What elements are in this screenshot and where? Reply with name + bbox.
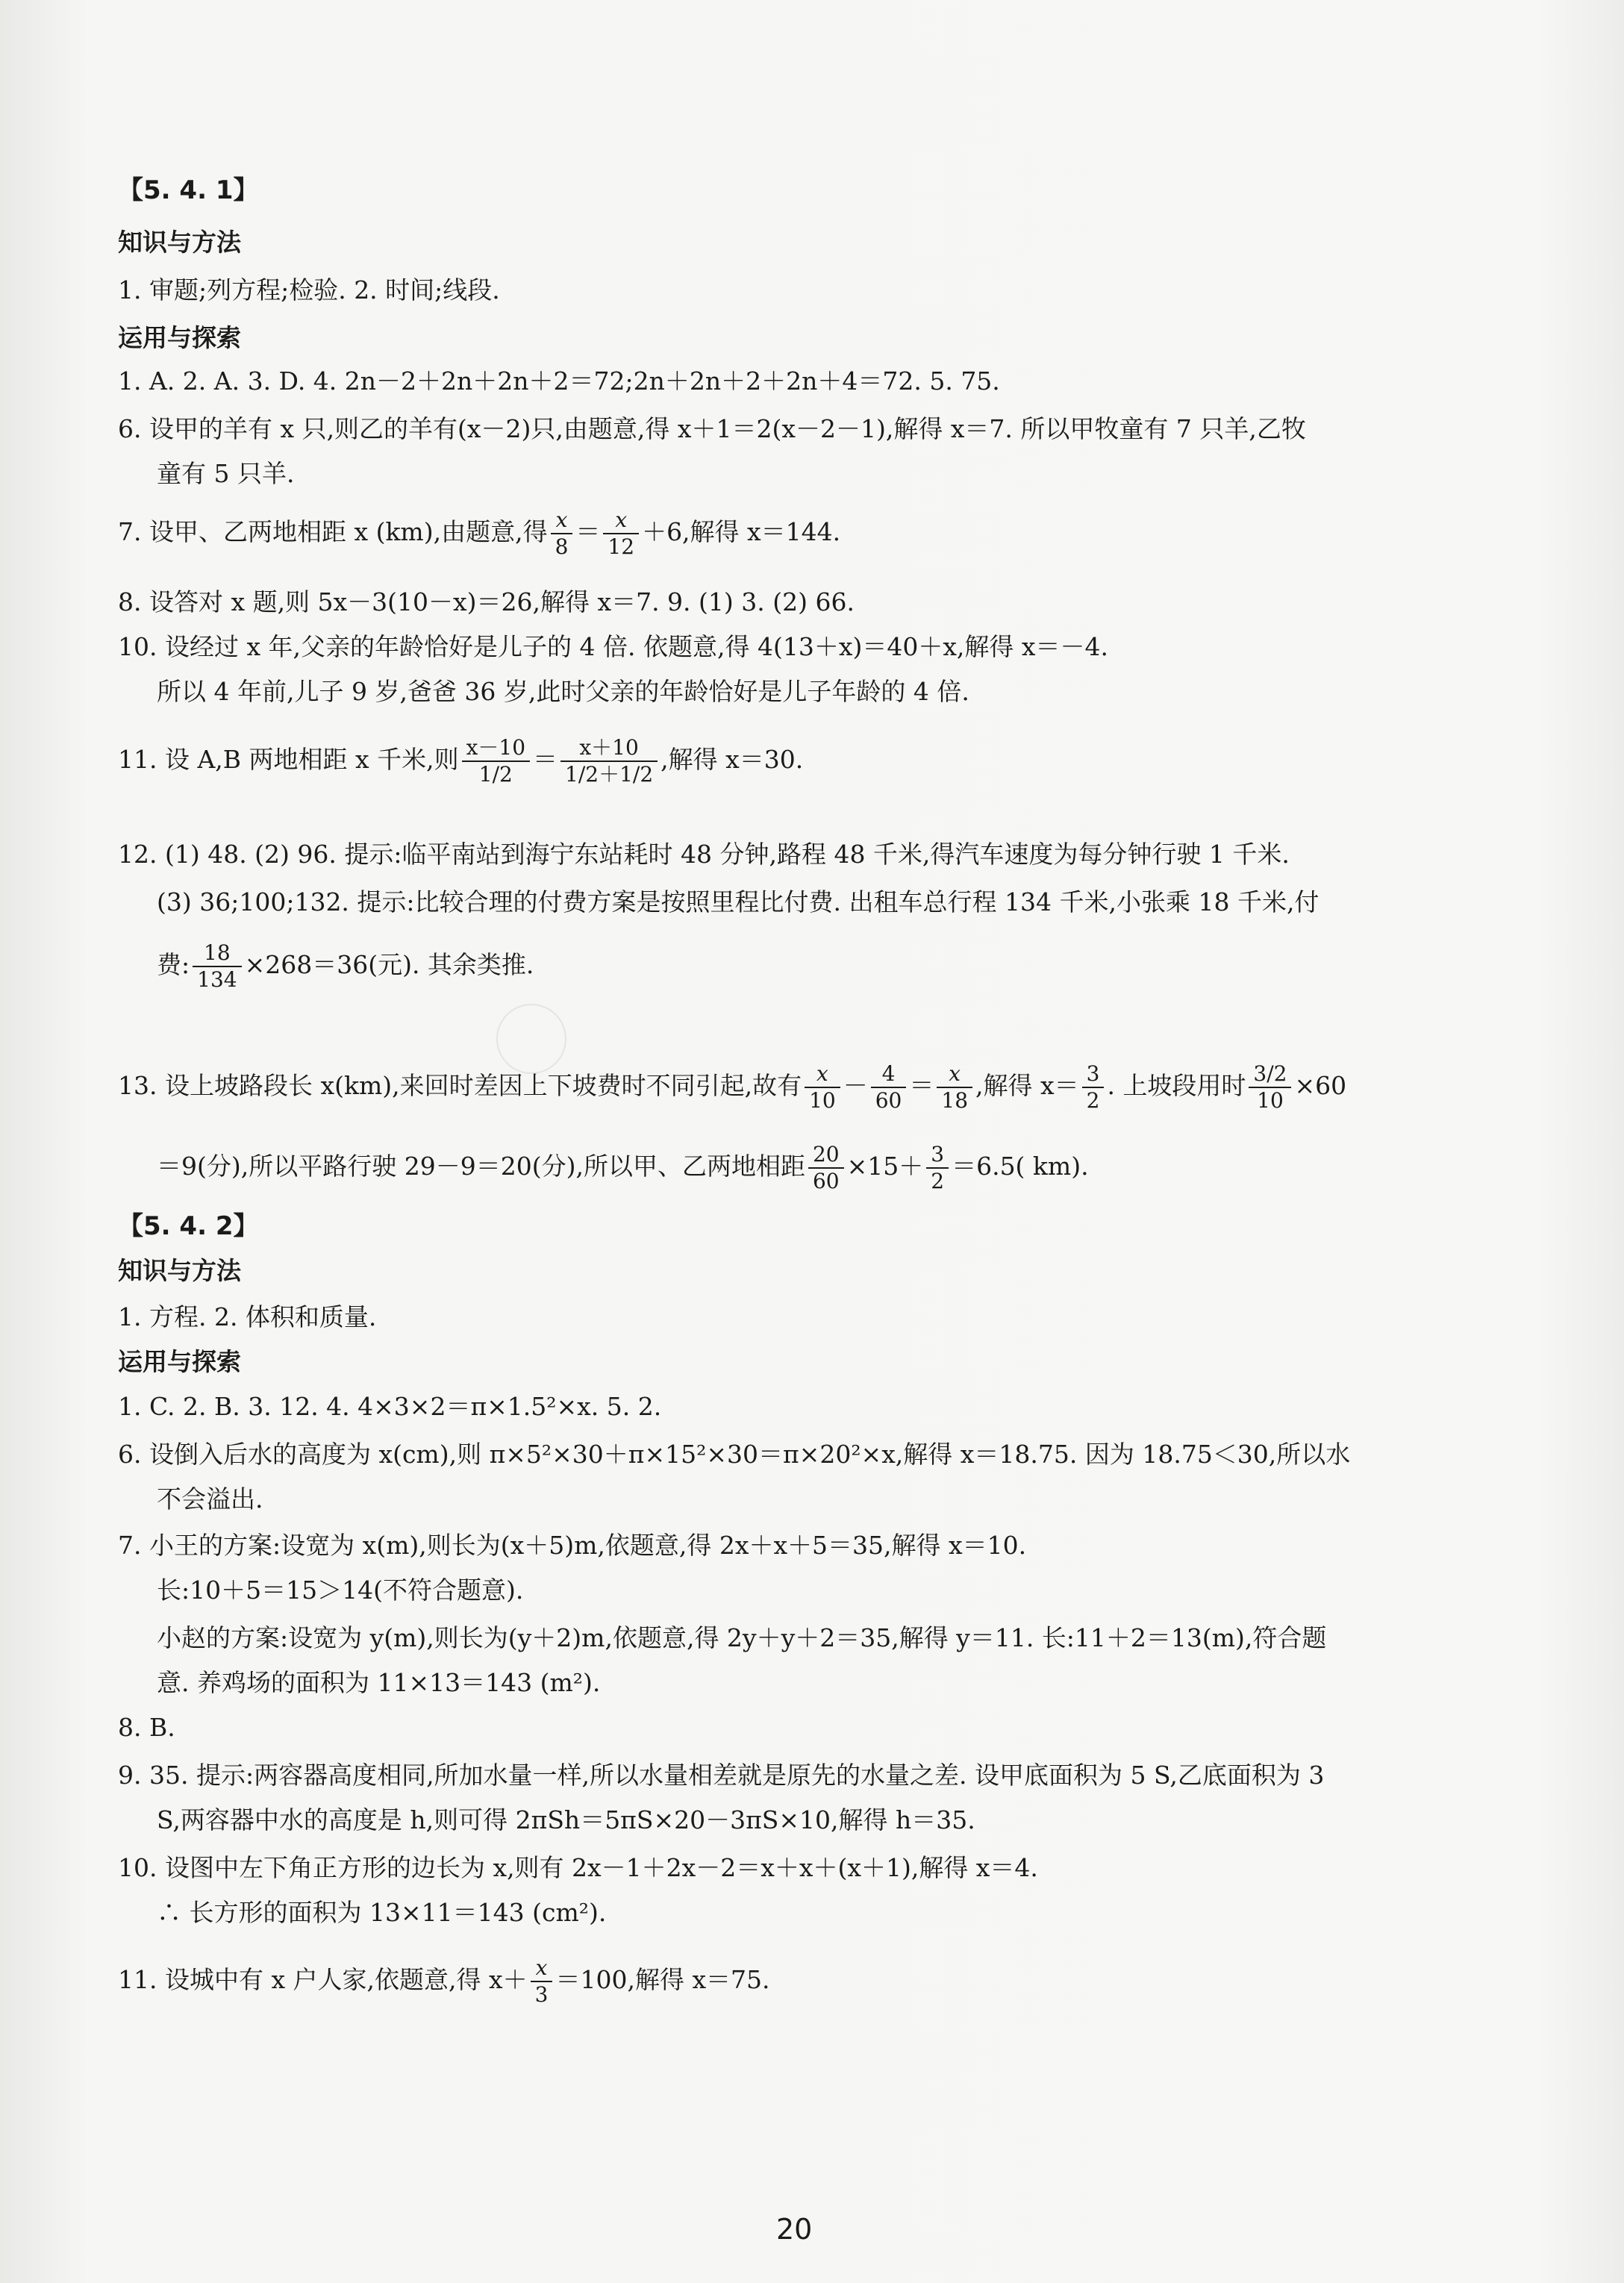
answer-line: 1. 方程. 2. 体积和质量.: [118, 1302, 377, 1331]
answer-line: 8. 设答对 x 题,则 5x－3(10－x)＝26,解得 x＝7. 9. (1) 3. (2) 66.: [118, 587, 855, 616]
fraction: $\frac{x}{10}$: [805, 1061, 840, 1114]
fraction: $\frac{x-10}{1/2}$: [462, 735, 530, 787]
fraction: $\frac{x+10}{1/2+1/2}$: [560, 735, 658, 787]
answer-line: 1. C. 2. B. 3. 12. 4. 4×3×2＝π×1.5²×x. 5. 2.: [118, 1392, 662, 1421]
answer-line: 小赵的方案:设宽为 y(m),则长为(y＋2)m,依题意,得 2y＋y＋2＝35,解得 y＝11. 长:11＋2＝13(m),符合题: [157, 1623, 1327, 1652]
answer-line: 不会溢出.: [157, 1484, 263, 1514]
answer-line: (3) 36;100;132. 提示:比较合理的付费方案是按照里程比付费. 出租车总行程 134 千米,小张乘 18 千米,付: [157, 887, 1320, 916]
answer-line: 9. 35. 提示:两容器高度相同,所加水量一样,所以水量相差就是原先的水量之差. 设甲底面积为 5 S,乙底面积为 3: [118, 1761, 1325, 1790]
answer-line: 12. (1) 48. (2) 96. 提示:临平南站到海宁东站耗时 48 分钟,路程 48 千米,得汽车速度为每分钟行驶 1 千米.: [118, 840, 1290, 869]
fraction: $\frac{3}{2}$: [1082, 1061, 1105, 1114]
heading-knowledge-method: 知识与方法: [118, 228, 241, 257]
fraction: $\frac{20}{60}$: [808, 1142, 844, 1194]
answer-line-13: 13. 设上坡路段长 x(km),来回时差因上下坡费时不同引起,故有 $\frac{x}{10}$ － $\frac{4}{60}$ ＝ $\frac{x}{18}$ ,解得 x＝ $\frac{3}{2}$ . 上坡段用时 $\frac{3/2}{10}$ ×60: [118, 1061, 1347, 1113]
fraction: $\frac{3/2}{10}$: [1249, 1061, 1291, 1114]
fraction: $\frac{x}{18}$: [937, 1061, 972, 1114]
fraction: $\frac{x}{8}$: [551, 507, 573, 560]
answer-line: 10. 设经过 x 年,父亲的年龄恰好是儿子的 4 倍. 依题意,得 4(13＋x)＝40＋x,解得 x＝－4.: [118, 632, 1109, 661]
answer-line: 7. 小王的方案:设宽为 x(m),则长为(x＋5)m,依题意,得 2x＋x＋5＝35,解得 x＝10.: [118, 1531, 1027, 1560]
answer-line-13b: ＝9(分),所以平路行驶 29－9＝20(分),所以甲、乙两地相距 $\frac{20}{60}$ ×15＋ $\frac{3}{2}$ ＝6.5( km).: [157, 1142, 1089, 1193]
fraction: $\frac{3}{2}$: [926, 1142, 949, 1194]
answer-line-11: 11. 设 A,B 两地相距 x 千米,则 $\frac{x-10}{1/2}$ ＝ $\frac{x+10}{1/2+1/2}$ ,解得 x＝30.: [118, 735, 804, 787]
fraction: $\frac{4}{60}$: [871, 1061, 907, 1114]
answer-line-7: 7. 设甲、乙两地相距 x (km),由题意,得 $\frac{x}{8}$ ＝ $\frac{x}{12}$ ＋6,解得 x＝144.: [118, 507, 841, 559]
fraction: $\frac{x}{12}$: [603, 507, 639, 560]
fraction: $\frac{18}{134}$: [193, 940, 241, 993]
answer-line-11: 11. 设城中有 x 户人家,依题意,得 x＋ $\frac{x}{3}$ ＝100,解得 x＝75.: [118, 1955, 770, 2007]
answer-line: 10. 设图中左下角正方形的边长为 x,则有 2x－1＋2x－2＝x＋x＋(x＋1),解得 x＝4.: [118, 1853, 1038, 1882]
section-title-5-4-2: 【5. 4. 2】: [118, 1211, 259, 1241]
answer-line: 长:10＋5＝15＞14(不符合题意).: [157, 1575, 524, 1605]
heading-application: 运用与探索: [118, 1347, 241, 1376]
answer-line: 6. 设甲的羊有 x 只,则乙的羊有(x－2)只,由题意,得 x＋1＝2(x－2－1),解得 x＝7. 所以甲牧童有 7 只羊,乙牧: [118, 414, 1306, 443]
fraction: $\frac{x}{3}$: [531, 1955, 553, 2008]
answer-line: 8. B.: [118, 1713, 175, 1742]
answer-line: 6. 设倒入后水的高度为 x(cm),则 π×5²×30＋π×15²×30＝π×20²×x,解得 x＝18.75. 因为 18.75＜30,所以水: [118, 1440, 1351, 1469]
answer-line: 童有 5 只羊.: [157, 459, 295, 488]
heading-application: 运用与探索: [118, 323, 241, 352]
page-number: 20: [776, 2213, 813, 2246]
answer-line: 意. 养鸡场的面积为 11×13＝143 (m²).: [157, 1668, 601, 1697]
heading-knowledge-method: 知识与方法: [118, 1256, 241, 1285]
answer-line: 1. A. 2. A. 3. D. 4. 2n－2＋2n＋2n＋2＝72;2n＋2n＋2＋2n＋4＝72. 5. 75.: [118, 366, 1000, 396]
answer-line: 所以 4 年前,儿子 9 岁,爸爸 36 岁,此时父亲的年龄恰好是儿子年龄的 4 倍.: [157, 677, 969, 706]
answer-line: 1. 审题;列方程;检验. 2. 时间;线段.: [118, 275, 500, 304]
answer-line: S,两容器中水的高度是 h,则可得 2πSh＝5πS×20－3πS×10,解得 h＝35.: [157, 1805, 975, 1834]
section-title-5-4-1: 【5. 4. 1】: [118, 175, 259, 205]
answer-line: ∴ 长方形的面积为 13×11＝143 (cm²).: [157, 1898, 607, 1927]
answer-line-12c: 费: $\frac{18}{134}$ ×268＝36(元). 其余类推.: [157, 940, 534, 992]
